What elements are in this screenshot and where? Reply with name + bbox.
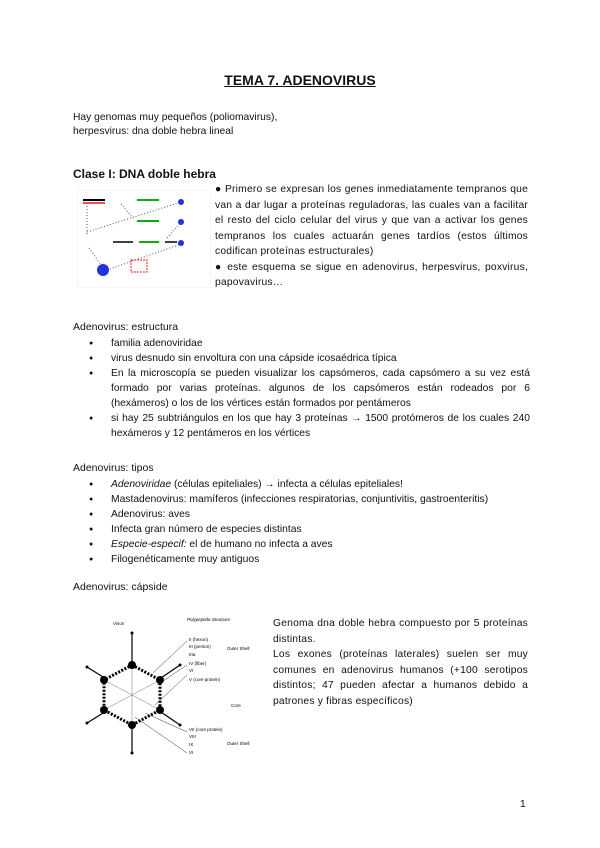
clase1-heading: Clase I: DNA doble hebra [73,167,216,181]
label-header: Polypeptide Structure [187,617,231,622]
list-item: ● si hay 25 subtriángulos en los que hay 3 proteínas → 1500 protómeros de los cuales 240 hexámeros y 12 pentámeros en los vértices [73,411,530,441]
tipos-heading: Adenovirus: tipos [73,462,154,474]
list-item [73,537,530,552]
list-item: ● Infecta gran número de especies distintas [73,522,530,537]
label: VI [189,668,194,673]
label: IX [189,742,194,747]
protein-labels [189,637,223,755]
label: II (hexon) [189,637,209,642]
clase1-paragraph-2: ● este esquema se sigue en adenovirus, herpesvirus, poxvirus, papovavirus… [215,261,528,288]
label-outer-shell: Outer Shell [227,646,250,651]
capside-paragraph-2: Los exones (proteínas laterales) suelen ser muy comunes en adenovirus humanos (+100 serotipos distintos; 47 pueden afectar a humanos debido a patrones y fibras específicos) [273,649,528,707]
label: VII (core protein) [189,727,223,732]
tipos-list [73,477,530,567]
list-item: ● familia adenoviridae [73,336,530,351]
label: V (core protein) [189,677,221,682]
label: III (penton) [189,644,211,649]
list-item: ● Filogenéticamente muy antiguos [73,552,530,567]
page-title: TEMA 7. ADENOVIRUS [224,72,376,88]
clase1-paragraph-1: ● Primero se expresan los genes inmediatamente tempranos que van a dar lugar a proteínas reguladoras, las cuales van a facilitar el resto del ciclo celular del virus y que van a activar los genes tempranos los cuales actuarán genes tardíos (estos últimos codifican proteínas estructurales) [215,184,528,257]
capside-heading: Adenovirus: cápside [73,581,168,593]
list-item: ● Mastadenovirus: mamíferos (infecciones respiratorias, conjuntivitis, gastroenteritis) [73,492,530,507]
label: IV (fiber) [189,661,207,666]
list-item: ● virus desnudo sin envoltura con una cápside icosaédrica típica [73,351,530,366]
item-text: el de humano no infecta a aves [186,539,333,550]
page-number: 1 [520,799,526,810]
emphasis: Adenoviridae [111,479,172,490]
label-outer-shell-2: Outer Shell [227,741,250,746]
list-item [73,477,530,492]
intro-line-1: Hay genomas muy pequeños (poliomavirus), [73,112,278,123]
label-virion: Virion [113,621,125,626]
label: VIII [189,734,196,739]
label: IIIa [189,652,196,657]
capside-text [273,616,528,709]
label: VI [189,750,194,755]
estructura-heading: Adenovirus: estructura [73,321,179,333]
emphasis: Especie-especif: [111,539,187,550]
clase1-text [215,182,528,291]
list-item: ● Adenovirus: aves [73,507,530,522]
item-text: (células epiteliales) → infecta a células epiteliales! [171,479,403,490]
intro-line-2: herpesvirus: dna doble hebra lineal [73,126,234,137]
capside-paragraph-1: Genoma dna doble hebra compuesto por 5 proteínas distintas. [273,618,528,645]
label-core: Core [231,703,241,708]
gene-expression-diagram [77,190,211,288]
estructura-list [73,336,530,441]
adenovirus-capsid-diagram [75,605,260,760]
list-item: ● En la microscopía se pueden visualizar los capsómeros, cada capsómero a su vez está formado por varias proteínas. algunos de los capsómeros están rodeados por 6 (hexámeros) o los de los vértices están formados por pentámeros [73,366,530,411]
